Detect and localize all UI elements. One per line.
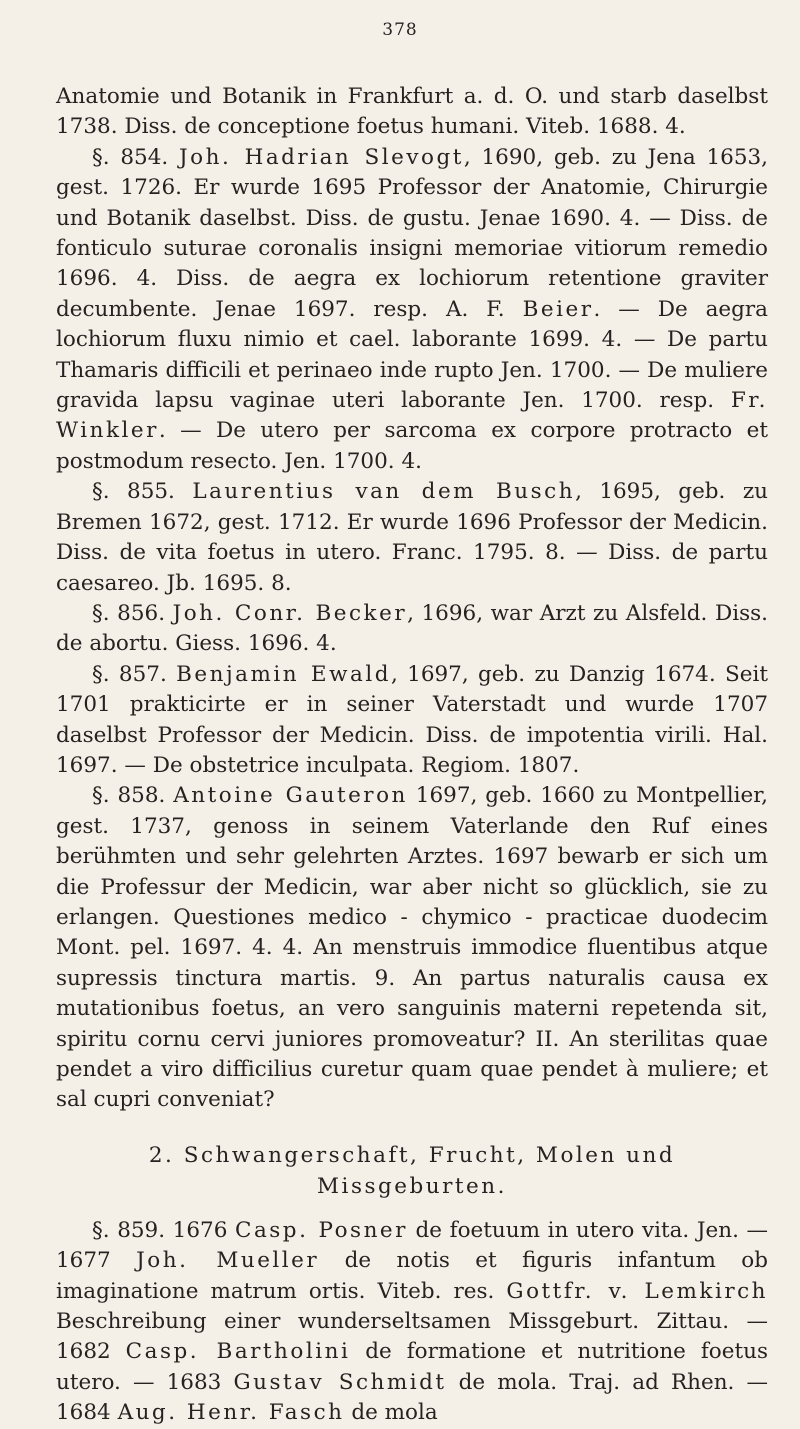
spaced-name: Gustav Schmidt <box>233 1369 447 1395</box>
text-column <box>56 82 768 1429</box>
text-run: de notis et figuris infantum ob imaginatione matrum ortis. Viteb. res. <box>56 1248 768 1304</box>
paragraph-854 <box>56 143 768 477</box>
text-run: §. 859. 1676 <box>92 1217 235 1243</box>
spaced-name: Beier <box>522 296 594 322</box>
paragraph-857 <box>56 660 768 782</box>
spaced-name: Joh. Hadrian Slevogt <box>179 144 464 170</box>
text-run: Anatomie und Botanik in Frankfurt a. d. O. und starb daselbst 1738. Diss. de conceptione foetus humani. Viteb. 1688. 4. <box>56 84 768 140</box>
paragraph-855 <box>56 477 768 599</box>
text-run: , 1697, geb. zu Danzig 1674. Seit 1701 prakticirte er in seiner Vaterstadt und wurde 1707 daselbst Professor der Medicin. Diss. de impotentia virili. Hal. 1697. — De obstetrice inculpata. Regiom. 1807. <box>56 661 768 778</box>
spaced-name: Fr. Winkler <box>56 388 768 444</box>
text-run: , 1695, geb. zu Bremen 1672, gest. 1712. Er wurde 1696 Professor der Medicin. Diss. de vita foetus in utero. Franc. 1795. 8. — Diss. de partu caesareo. Jb. 1695. 8. <box>56 479 768 596</box>
paragraph-intro <box>56 82 768 143</box>
text-run: de mola. Traj. ad Rhen. — 1684 <box>56 1369 769 1426</box>
text-run: §. 857. <box>92 661 177 687</box>
text-run: §. 855. <box>92 479 193 505</box>
spaced-name: Gottfr. v. Lemkirch <box>506 1278 768 1304</box>
spaced-name: Joh. Conr. Becker <box>172 600 408 626</box>
section-heading-line-1 <box>56 1140 768 1171</box>
text-run: Beschreibung einer wunderseltsamen Missgeburt. Zittau. — 1682 <box>56 1309 768 1365</box>
spaced-name: Antoine Gauteron <box>173 783 408 809</box>
spaced-name: Laurentius van dem Busch <box>192 479 576 505</box>
section-heading-line-2: Missgeburten. <box>317 1173 507 1199</box>
paragraph-858 <box>56 781 768 1115</box>
text-run: de mola <box>344 1400 438 1426</box>
text-run: de foetuum in utero vita. Jen. — 1677 <box>56 1217 769 1274</box>
paragraph-856 <box>56 599 768 660</box>
paragraph-859 <box>56 1216 768 1429</box>
spaced-name: Aug. Henr. Fasch <box>117 1400 345 1426</box>
text-run: §. 858. <box>92 783 174 809</box>
section-heading <box>56 1140 768 1202</box>
text-run: 1697, geb. 1660 zu Montpellier, gest. 1737, genoss in seinem Vaterlande den Ruf eines berühmten und sehr gelehrten Arztes. 1697 bewarb er sich um die Professur der Medicin, war aber nicht so glücklich, sie zu erlangen. Questiones medico - chymico - practicae duodecim Mont. pel. 1697. 4. 4. An menstruis immodice fluentibus atque supressis tinctura martis. 9. An partus naturalis causa ex mutationibus foetus, an vero sanguinis materni repetenda sit, spiritu cornu cervi juniores promoveatur? II. An sterilitas quae pendet a viro difficilius curetur quam quae pendet à muliere; et sal cupri conveniat? <box>56 783 768 1113</box>
text-run: . — De aegra lochiorum fluxu nimio et cael. laborante 1699. 4. — De partu Thamaris difficili et perinaeo inde rupto Jen. 1700. — De muliere gravida lapsu vaginae uteri laborante Jen. 1700. resp. <box>56 296 769 414</box>
text-run: 2. <box>148 1142 184 1168</box>
text-run: de formatione et nutritione foetus utero. — 1683 <box>56 1339 768 1395</box>
spaced-name: Casp. Posner <box>235 1217 408 1243</box>
spaced-name: Casp. Bartholini <box>125 1339 351 1365</box>
text-run: , 1696, war Arzt zu Alsfeld. Diss. de abortu. Giess. 1696. 4. <box>56 600 768 657</box>
spaced-name: Joh. Mueller <box>136 1248 320 1274</box>
page-number: 378 <box>382 20 418 40</box>
spaced-name: Schwangerschaft, Frucht, Molen und <box>183 1142 676 1168</box>
text-run: , 1690, geb. zu Jena 1653, gest. 1726. Er wurde 1695 Professor der Anatomie, Chirurgie und Botanik daselbst. Diss. de gustu. Jenae 1690. 4. — Diss. de fonticulo suturae coronalis insigni memoriae vitiorum remedio 1696. 4. Diss. de aegra ex lochiorum retentione graviter decumbente. Jenae 1697. resp. A. F. <box>56 144 769 322</box>
text-run: §. 854. <box>92 144 180 170</box>
text-run: §. 856. <box>92 600 173 626</box>
text-run: . — De utero per sarcoma ex corpore protracto et postmodum resecto. Jen. 1700. 4. <box>56 418 768 474</box>
spaced-name: Benjamin Ewald <box>176 661 391 687</box>
